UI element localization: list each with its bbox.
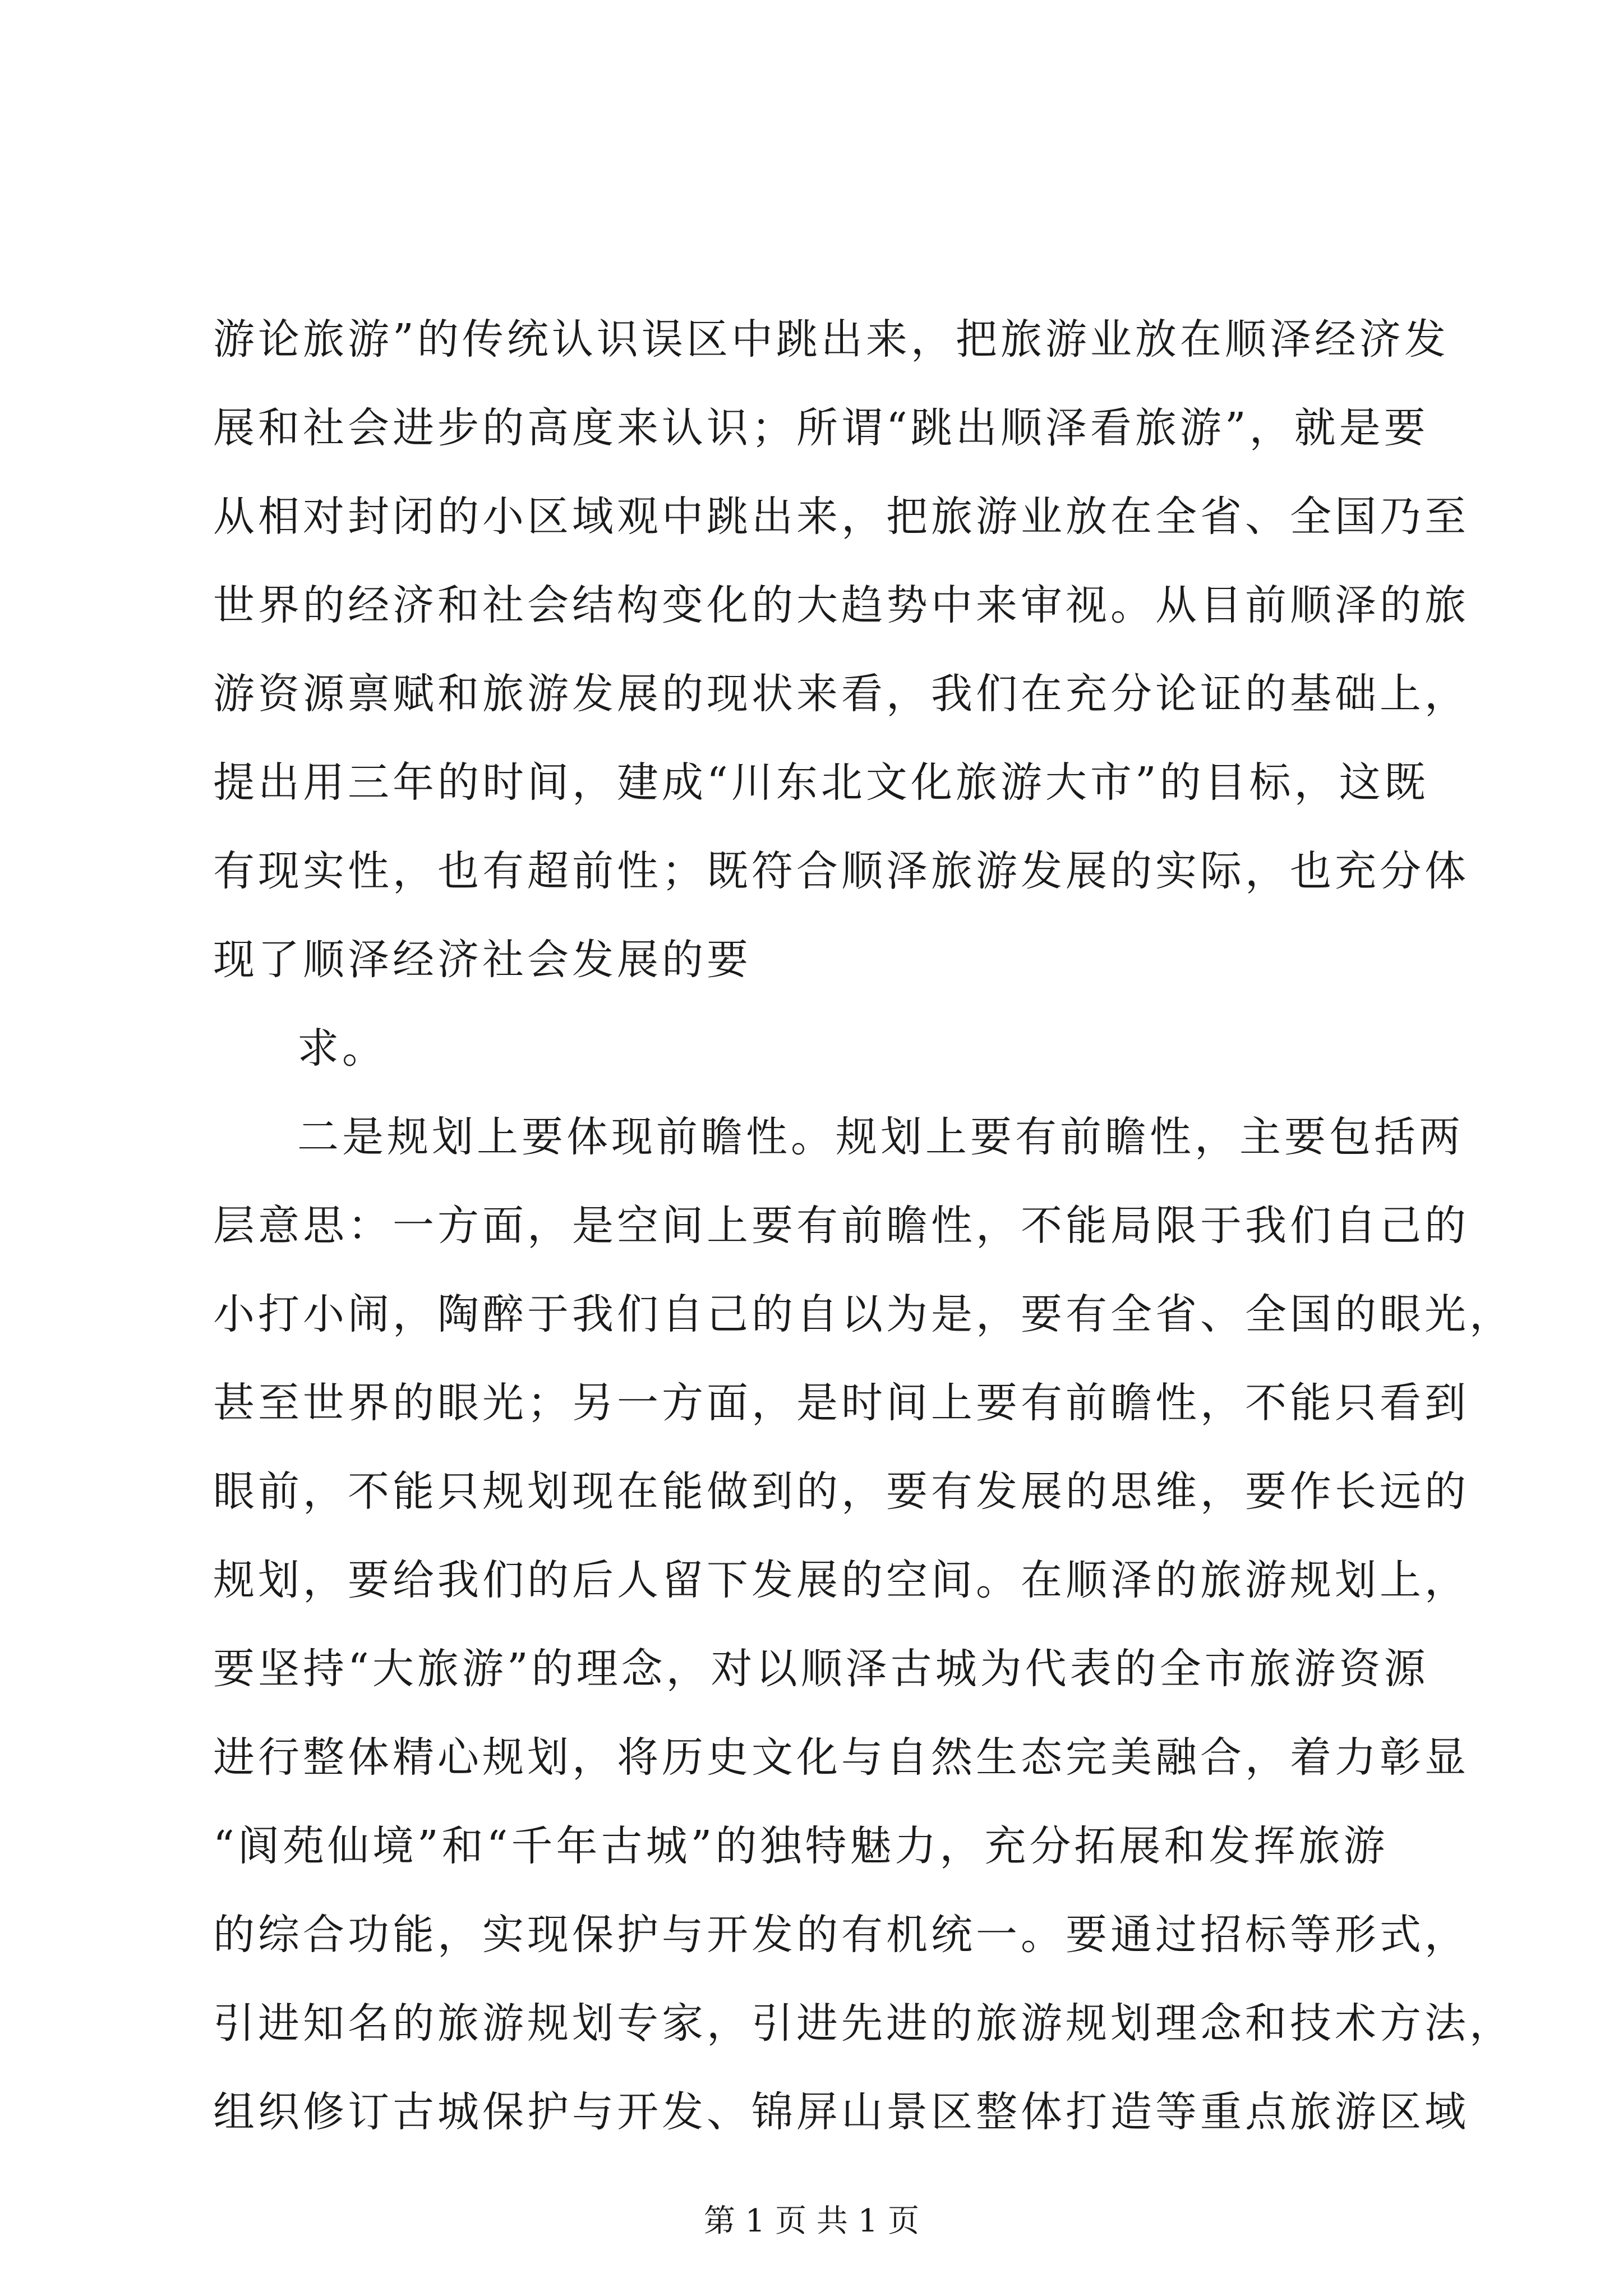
body-line: 引进知名的旅游规划专家，引进先进的旅游规划理念和技术方法，: [213, 1999, 1514, 2047]
body-line: 游论旅游”的传统认识误区中跳出来，把旅游业放在顺泽经济发: [213, 315, 1449, 364]
page-footer: 第 1 页 共 1 页: [703, 2203, 920, 2239]
body-line: 进行整体精心规划，将历史文化与自然生态完美融合，着力彰显: [213, 1733, 1469, 1782]
body-line: 要坚持“大旅游”的理念，对以顺泽古城为代表的全市旅游资源: [213, 1645, 1429, 1693]
body-line: 组织修订古城保护与开发、锦屏山景区整体打造等重点旅游区域: [213, 2088, 1469, 2136]
body-line: 甚至世界的眼光；另一方面，是时间上要有前瞻性，不能只看到: [213, 1379, 1469, 1427]
body-line: 眼前，不能只规划现在能做到的，要有发展的思维，要作长远的: [213, 1467, 1469, 1516]
body-line: 游资源禀赋和旅游发展的现状来看，我们在充分论证的基础上，: [213, 670, 1469, 718]
paragraph-start-line: 二是规划上要体现前瞻性。规划上要有前瞻性，主要包括两: [297, 1113, 1464, 1161]
body-line: 提出用三年的时间，建成“川东北文化旅游大市”的目标，这既: [213, 758, 1429, 807]
body-line: “阆苑仙境”和“千年古城”的独特魅力，充分拓展和发挥旅游: [213, 1822, 1389, 1870]
body-line: 现了顺泽经济社会发展的要: [213, 936, 751, 984]
body-line: 小打小闹，陶醉于我们自己的自以为是，要有全省、全国的眼光，: [213, 1290, 1514, 1338]
body-line: 展和社会进步的高度来认识；所谓“跳出顺泽看旅游”，就是要: [213, 404, 1429, 452]
body-line: 有现实性，也有超前性；既符合顺泽旅游发展的实际，也充分体: [213, 847, 1469, 895]
body-line: 层意思：一方面，是空间上要有前瞻性，不能局限于我们自己的: [213, 1202, 1469, 1250]
body-line: 求。: [297, 1024, 387, 1073]
body-line: 从相对封闭的小区域观中跳出来，把旅游业放在全省、全国乃至: [213, 493, 1469, 541]
body-line: 世界的经济和社会结构变化的大趋势中来审视。从目前顺泽的旅: [213, 581, 1469, 629]
body-line: 的综合功能，实现保护与开发的有机统一。要通过招标等形式，: [213, 1911, 1469, 1959]
body-line: 规划，要给我们的后人留下发展的空间。在顺泽的旅游规划上，: [213, 1556, 1469, 1604]
